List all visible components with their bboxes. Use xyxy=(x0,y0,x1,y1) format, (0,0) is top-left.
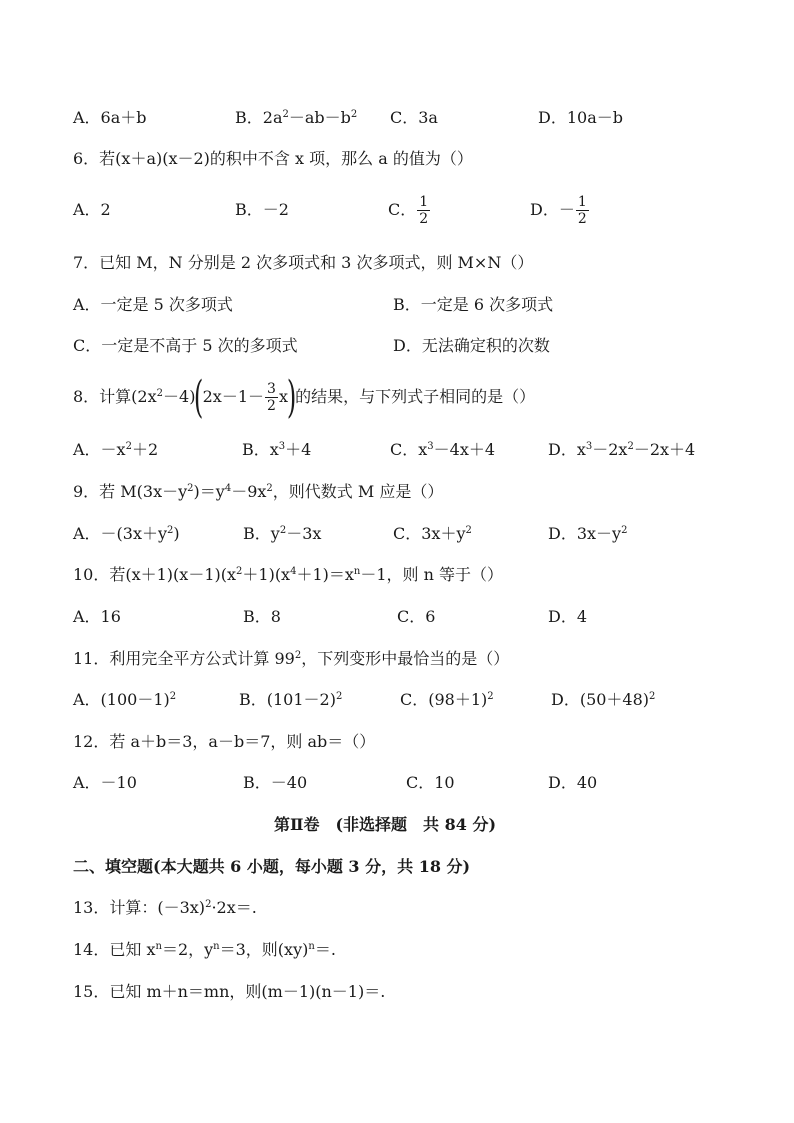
q10-option-a: A．16 xyxy=(73,607,121,626)
q12-option-d: D．40 xyxy=(548,773,598,792)
q12-option-a: A．－10 xyxy=(73,773,137,792)
q10-option-c: C．6 xyxy=(397,607,436,626)
fraction: $\frac{1}{2}$ xyxy=(577,193,587,227)
q8-option-b: B．$x^3+4$ xyxy=(242,440,312,459)
q6-option-d: D．－ $\frac{1}{2}$ xyxy=(530,193,587,227)
q9-option-d: D．$3x-y^2$ xyxy=(548,524,628,543)
q8-option-a: A．$-x^2+2$ xyxy=(73,440,159,459)
fraction: $\frac{1}{2}$ xyxy=(419,193,429,227)
q9-option-a: A．$-(3x+y^2)$ xyxy=(73,524,180,543)
q7-option-c: C．一定是不高于 5 次的多项式 xyxy=(73,336,298,355)
q8-option-c: C．$x^3-4x+4$ xyxy=(390,440,496,459)
q10-option-b: B．8 xyxy=(243,607,281,626)
q15-stem: 15．已知 m＋n＝mn，则(m－1)(n－1)＝. xyxy=(73,982,386,1001)
big-paren-right: ) xyxy=(286,371,297,423)
q5-option-b: B．$2a^2-ab-b^2$ xyxy=(235,108,358,127)
q8-option-d: D．$x^3-2x^2-2x+4$ xyxy=(548,440,696,459)
q5-option-c: C．3a xyxy=(390,108,438,127)
q7-option-b: B．一定是 6 次多项式 xyxy=(393,295,554,314)
q12-stem: 12．若 a＋b＝3，a－b＝7，则 ab＝（） xyxy=(73,732,376,751)
section-2-title: 第Ⅱ卷 (非选择题 共 84 分) xyxy=(274,815,497,834)
q11-option-a: A．$(100-1)^2$ xyxy=(73,690,177,709)
q11-stem: 11．利用完全平方公式计算 $99^2$，下列变形中最恰当的是（） xyxy=(73,649,510,668)
q7-stem: 7．已知 M，N 分别是 2 次多项式和 3 次多项式，则 M×N（） xyxy=(73,253,534,272)
q7-option-d: D．无法确定积的次数 xyxy=(393,336,550,355)
q13-stem: 13．计算：$(-3x)^2\cdot 2x=$. xyxy=(73,898,257,917)
q6-stem: 6．若(x＋a)(x－2)的积中不含 x 项，那么 a 的值为（） xyxy=(73,149,473,168)
q7-option-a: A．一定是 5 次多项式 xyxy=(73,295,233,314)
q10-stem: 10．若$(x+1)(x-1)(x^2+1)(x^4+1)=x^n-1$，则 n 等于（） xyxy=(73,565,504,584)
big-paren-left: ( xyxy=(194,371,204,423)
q5-option-d: D．10a－b xyxy=(538,108,623,127)
q6-option-a: A．2 xyxy=(73,200,111,219)
q10-option-d: D．4 xyxy=(548,607,588,626)
q8-stem: 8．计算$(2x^2-4)(2x-1-$ $\frac{3}{2}$ x)的结果，与下列式子相同的是（） xyxy=(73,371,536,423)
q11-option-b: B．$(101-2)^2$ xyxy=(239,690,343,709)
q9-option-b: B．$y^2-3x$ xyxy=(243,524,322,543)
fraction: $\frac{3}{2}$ xyxy=(267,380,276,414)
q11-option-d: D．$(50+48)^2$ xyxy=(551,690,656,709)
q6-option-c: C． $\frac{1}{2}$ xyxy=(388,193,429,227)
q14-stem: 14．已知 $x^n=2$，$y^n=3$，则(xy)$^n$＝. xyxy=(73,940,336,959)
q12-option-b: B．－40 xyxy=(243,773,308,792)
q5-option-a: A．6a＋b xyxy=(73,108,147,127)
q9-option-c: C．$3x+y^2$ xyxy=(393,524,472,543)
part-2-heading: 二、填空题(本大题共 6 小题，每小题 3 分，共 18 分) xyxy=(73,857,471,876)
q6-option-b: B．－2 xyxy=(235,200,289,219)
q12-option-c: C．10 xyxy=(406,773,455,792)
q9-stem: 9．若 $M(3x-y^2)=y^4-9x^2$，则代数式 M 应是（） xyxy=(73,482,444,501)
q11-option-c: C．$(98+1)^2$ xyxy=(400,690,494,709)
